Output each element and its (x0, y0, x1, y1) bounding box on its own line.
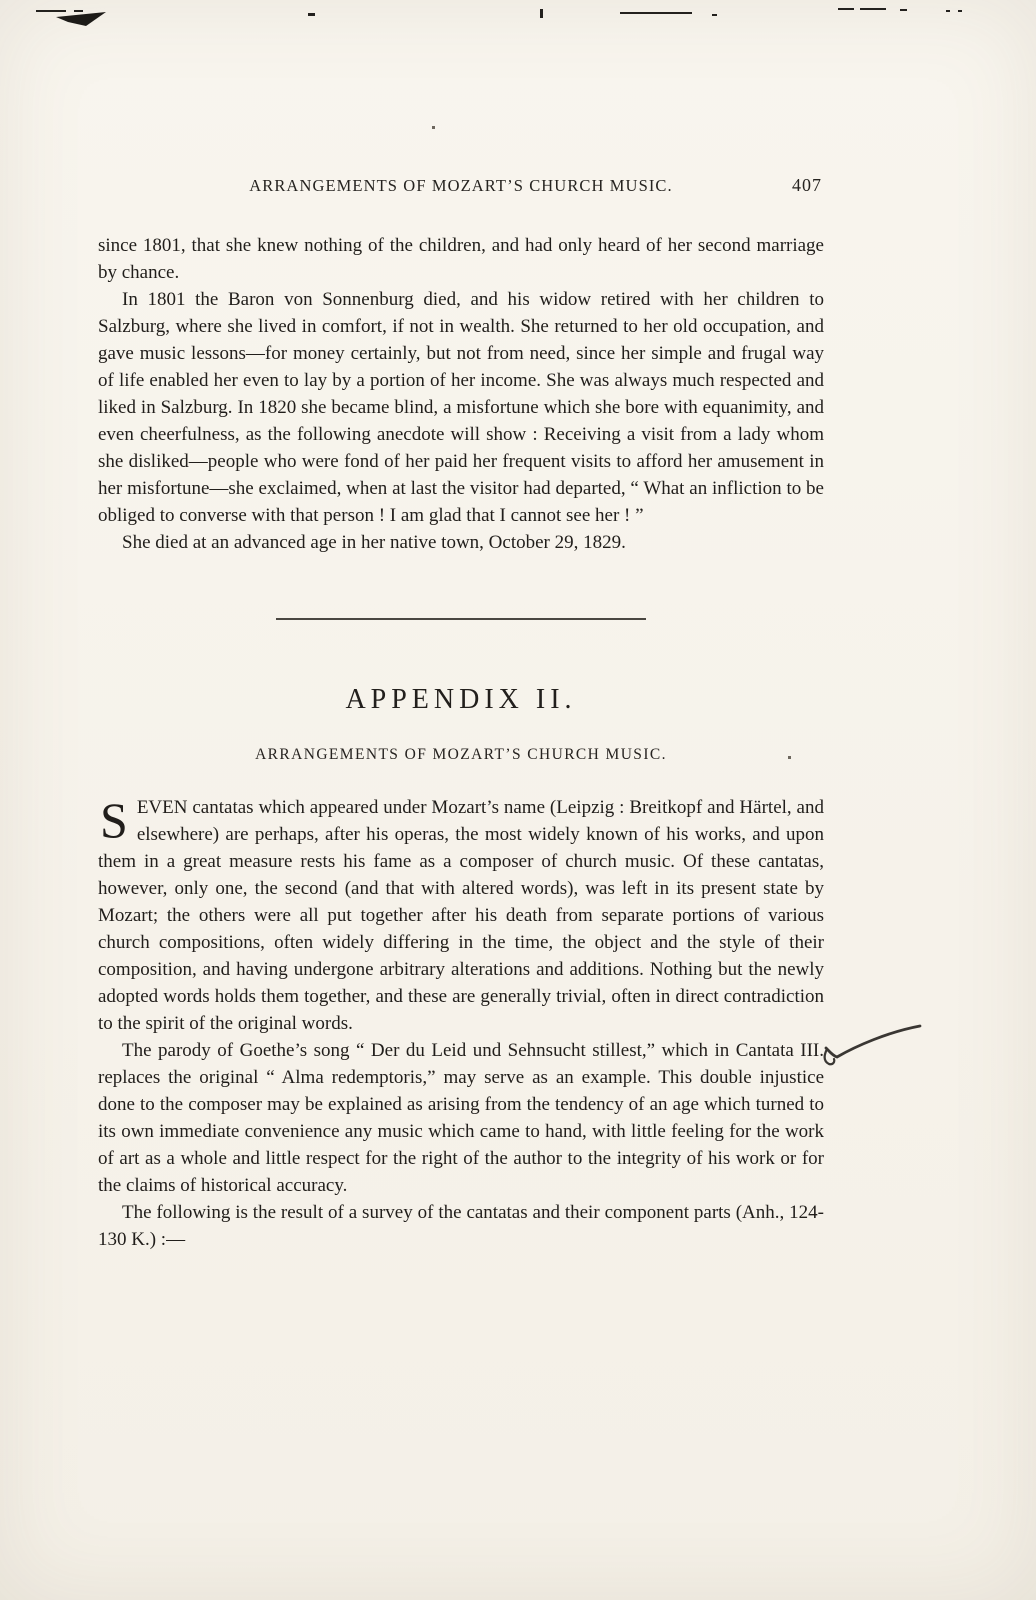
scan-artifact (432, 126, 435, 129)
page-number: 407 (792, 175, 822, 195)
running-header-title: ARRANGEMENTS OF MOZART’S CHURCH MUSIC. (249, 176, 673, 195)
scan-artifact (838, 8, 854, 10)
drop-cap-letter: S (100, 792, 128, 848)
scan-artifact (620, 12, 692, 14)
appendix-heading: APPENDIX II. (345, 684, 577, 715)
scan-artifact (712, 14, 717, 16)
scan-artifact (308, 13, 315, 16)
paragraph-text: EVEN cantatas which appeared under Mozart’s name (Leipzig : Breitkopf and Härtel, and elsewhere) are perhaps, after his operas, the most widely known of his works, and upon them in a great measure rests his fame as a composer of church music. Of these cantatas, however, only one, the second (and that with altered words), was left in its present state by Mozart; the others were all put together after his death from separate portions of various church compositions, often widely differing in the time, the object and the style of their composition, and having undergone arbitrary alterations and additions. Nothing but the newly adopted words holds them together, and these are generally trivial, often in direct contradiction to the spirit of the original words. (98, 797, 824, 1034)
scan-artifact (540, 9, 543, 18)
paragraph-continuation: since 1801, that she knew nothing of the children, and had only heard of her second marriage by chance. (98, 235, 824, 283)
scan-artifact (958, 10, 962, 12)
scan-artifact (860, 8, 886, 10)
running-header (98, 176, 824, 200)
scan-artifact (946, 10, 950, 12)
scan-artifact (900, 9, 907, 11)
appendix-subheading: ARRANGEMENTS OF MOZART’S CHURCH MUSIC. (255, 746, 667, 763)
paragraph: The parody of Goethe’s song “ Der du Leid und Sehnsucht stillest,” which in Cantata III. replaces the original “ Alma redemptoris,” may serve as an example. This double injustice done to the composer may be explained as arising from the tendency of an age which turned to its own immediate convenience any music which came to hand, with little feeling for the work of art as a whole and little respect for the right of the author to the integrity of his work or for the claims of historical accuracy. (98, 1040, 824, 1196)
scan-artifact (56, 12, 108, 28)
paragraph: The following is the result of a survey of the cantatas and their component parts (Anh., 124-130 K.) :— (98, 1202, 824, 1250)
section-divider-rule (276, 618, 646, 620)
paragraph: In 1801 the Baron von Sonnenburg died, and his widow retired with her children to Salzburg, where she lived in comfort, if not in wealth. She returned to her old occupation, and gave music lessons—for money certainly, but not from need, since her simple and frugal way of life enabled her even to lay by a portion of her income. She was always much respected and liked in Salzburg. In 1820 she became blind, a misfortune which she bore with equanimity, and even cheerfulness, as the following anecdote will show : Receiving a visit from a lady whom she disliked—people who were fond of her paid her frequent visits to afford her amusement in her misfortune—she exclaimed, when at last the visitor had departed, “ What an infliction to be obliged to converse with that person ! I am glad that I cannot see her ! ” (98, 289, 824, 526)
pen-check-mark-icon (820, 1020, 924, 1072)
paragraph-with-dropcap (98, 794, 824, 1037)
paragraph: She died at an advanced age in her native town, October 29, 1829. (122, 532, 626, 553)
text-column (98, 176, 824, 1253)
